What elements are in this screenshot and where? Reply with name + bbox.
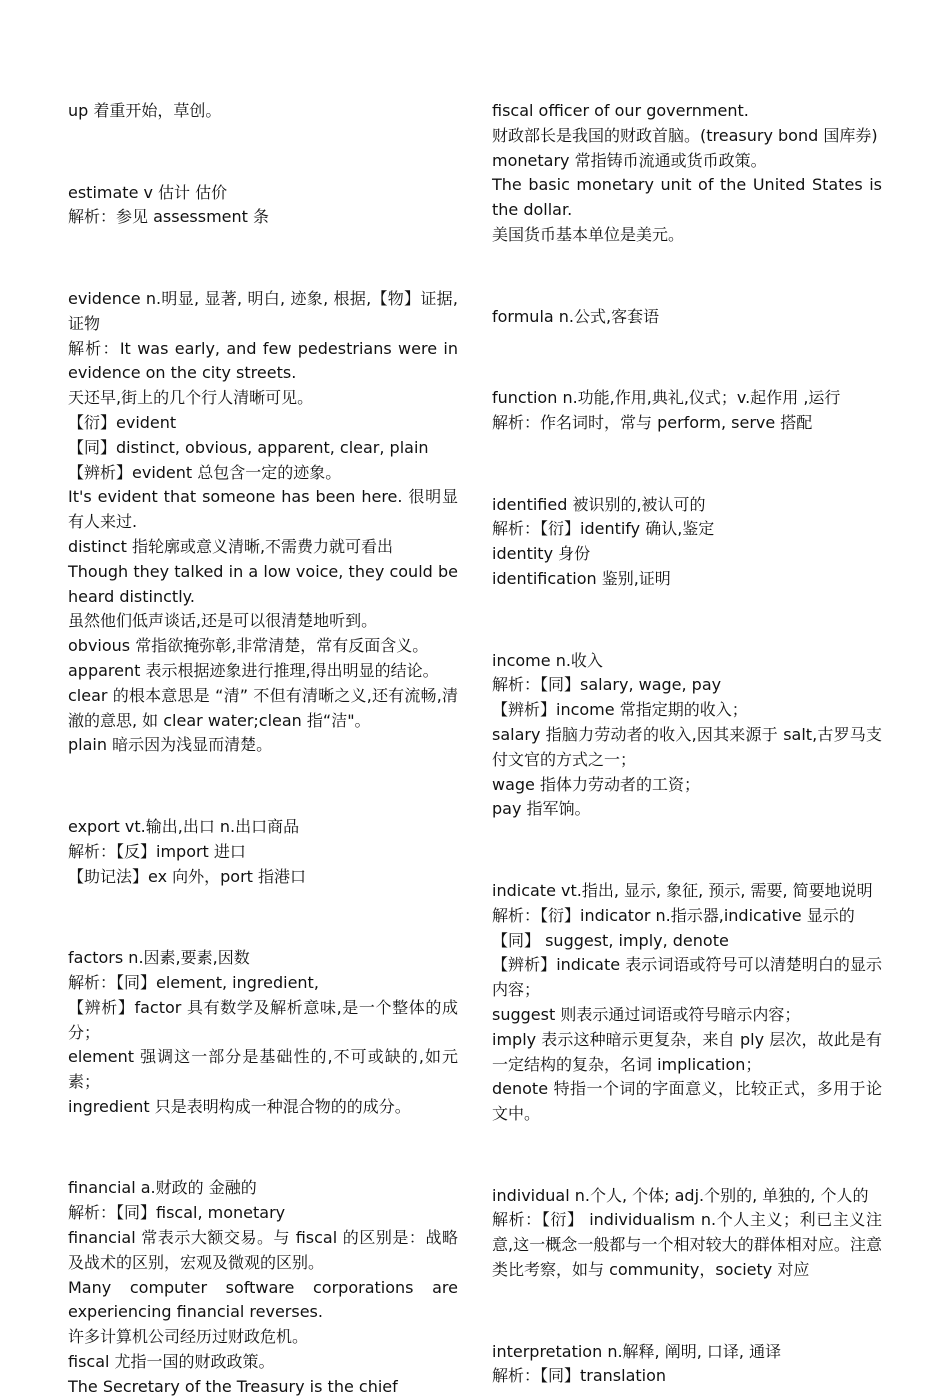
blank-line [68,246,458,271]
text-line: 【衍】evident [68,412,177,432]
text-line: financial 常表示大额交易。与 fiscal 的区别是：战略及战术的区别，宏观及微观的区别。 [68,1228,458,1272]
text-line: factors n.因素,要素,因数 [68,948,250,968]
blank-line [68,1136,458,1161]
text-line: monetary 常指铸币流通或货币政策。 [492,150,767,170]
text-line: 解析：参见 assessment 条 [68,207,270,227]
blank-line [492,452,882,477]
text-line: plain 暗示因为浅显而清楚。 [68,735,273,755]
text-line: 【助记法】ex 向外，port 指港口 [68,866,307,886]
text-line: The basic monetary unit of the United States is the dollar. [492,175,882,220]
blank-line [68,905,458,930]
text-line: individual n.个人, 个体; adj.个别的, 单独的, 个人的 [492,1185,869,1205]
text-line: 财政部长是我国的财政首脑。(treasury bond 国库券) [492,125,878,145]
text-line: income n.收入 [492,650,603,670]
text-line: identification 鉴别,证明 [492,568,671,588]
text-line: Though they talked in a low voice, they could be heard distinctly. [68,561,458,606]
text-line: The Secretary of the Treasury is the chief [68,1376,398,1396]
text-line: interpretation n.解释, 阐明, 口译, 通译 [492,1341,782,1361]
text-line: 【辨析】indicate 表示词语或符号可以清楚明白的显示内容； [492,955,882,1000]
text-line: It's evident that someone has been here. 很明显有人来过. [68,487,458,532]
text-line: 解析：【同】salary, wage, pay [492,675,722,695]
text-line: up 着重开始，草创。 [68,101,222,120]
text-line: 解析：【同】fiscal, monetary [68,1203,286,1223]
text-line: ingredient 只是表明构成一种混合物的的成分。 [68,1096,411,1116]
text-line: 【辨析】factor 具有数学及解析意味,是一个整体的成分； [68,997,458,1042]
text-line: element 强调这一部分是基础性的,不可或缺的,如元素； [68,1047,458,1092]
text-line: Many computer software corporations are experiencing financial reverses. [68,1277,458,1322]
text-line: wage 指体力劳动者的工资； [492,774,700,794]
text-line: 【同】distinct, obvious, apparent, clear, plain [68,437,429,457]
text-line: identified 被识别的,被认可的 [492,494,706,514]
text-line: financial a.财政的 金融的 [68,1178,257,1198]
right-column [492,99,882,1389]
text-line: 美国货币基本单位是美元。 [492,224,685,244]
blank-line [68,140,458,165]
blank-line [492,838,882,863]
text-line: indicate vt.指出, 显示, 象征, 预示, 需要, 简要地说明 [492,880,873,900]
blank-line [68,774,458,799]
blank-line [492,1143,882,1168]
text-line: fiscal 尤指一国的财政政策。 [68,1352,275,1372]
text-line: 解析：【同】element, ingredient, [68,972,319,992]
text-line: obvious 常指欲掩弥彰,非常清楚，常有反面含义。 [68,636,429,656]
text-line: 解析：【衍】indicator n.指示器,indicative 显示的 [492,905,855,925]
text-line: suggest 则表示通过词语或符号暗示内容； [492,1004,801,1024]
text-line: denote 特指一个词的字面意义，比较正式，多用于论文中。 [492,1079,882,1124]
text-line: 虽然他们低声谈话,还是可以很清楚地听到。 [68,611,378,631]
left-column [68,99,458,1400]
text-line: 天还早,街上的几个行人清晰可见。 [68,388,314,408]
blank-line [492,264,882,289]
text-line: 解析：【衍】identify 确认,鉴定 [492,519,715,539]
text-line: 【辨析】evident 总包含一定的迹象。 [68,462,342,482]
text-line: 解析：【反】import 进口 [68,841,246,861]
text-line: pay 指军饷。 [492,799,591,819]
blank-line [492,1299,882,1324]
text-line: 解析：It was early, and few pedestrians were in evidence on the city streets. [68,338,458,383]
text-line: salary 指脑力劳动者的收入,因其来源于 salt,古罗马支付文官的方式之一； [492,724,882,769]
text-line: estimate v 估计 估价 [68,182,228,202]
text-line: 【辨析】income 常指定期的收入； [492,700,748,720]
text-line: 许多计算机公司经历过财政危机。 [68,1327,309,1347]
text-line: function n.功能,作用,典礼,仪式；v.起作用 ,运行 [492,388,841,408]
text-line: 解析：作名词时，常与 perform, serve 搭配 [492,412,813,432]
text-line: clear 的根本意思是 “清” 不但有清晰之义,还有流畅,清澈的意思, 如 clear water;clean 指“洁"。 [68,685,458,730]
text-line: evidence n.明显, 显著, 明白, 迹象, 根据,【物】证据, 证物 [68,288,458,333]
text-line: identity 身份 [492,544,591,564]
text-line: 解析：【衍】 individualism n.个人主义；利已主义注意,这一概念一般都与一个相对较大的群体相对应。注意类比考察，如与 community，society 对应 [492,1210,882,1280]
text-line: imply 表示这种暗示更复杂，来自 ply 层次，故此是有一定结构的复杂，名词 implication； [492,1029,882,1074]
text-line: formula n.公式,客套语 [492,306,660,326]
text-line: apparent 表示根据迹象进行推理,得出明显的结论。 [68,660,439,680]
blank-line [492,345,882,370]
text-line: export vt.输出,出口 n.出口商品 [68,816,300,836]
text-line: 【同】 suggest, imply, denote [492,930,729,950]
text-line: distinct 指轮廓或意义清晰,不需费力就可看出 [68,536,394,556]
text-line: fiscal officer of our government. [492,101,749,120]
text-line: 解析：【同】translation [492,1366,667,1386]
blank-line [492,608,882,633]
